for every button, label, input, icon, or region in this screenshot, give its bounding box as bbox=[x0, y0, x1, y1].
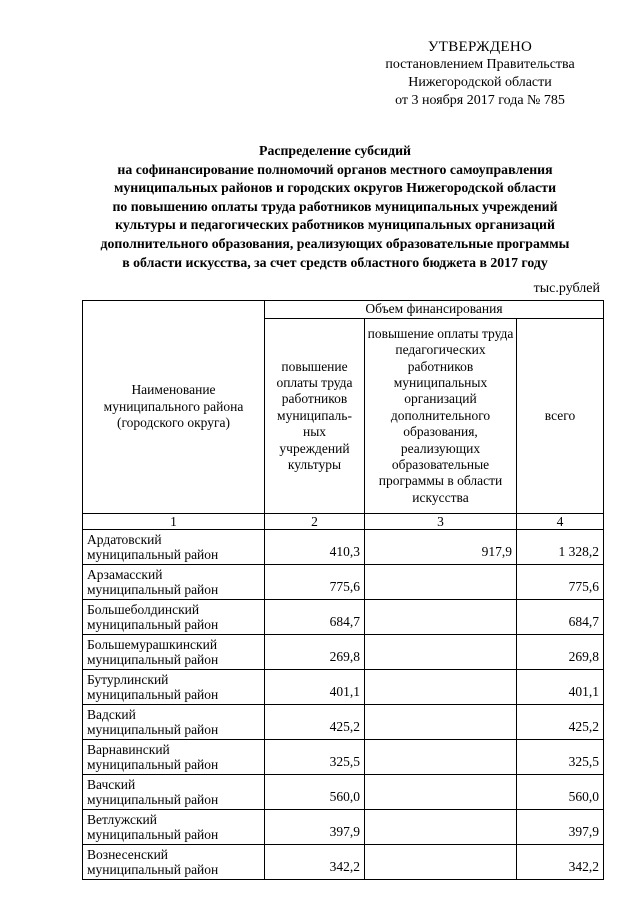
title-line: муниципальных районов и городских округов Нижегородской области bbox=[113, 180, 557, 196]
culture-value: 401,1 bbox=[265, 670, 365, 705]
title-line: в области искусства, за счет средств областного бюджета в 2017 году bbox=[122, 254, 548, 270]
district-name: Ветлужский муниципальный район bbox=[83, 810, 265, 845]
units-label: тыс.рублей bbox=[533, 281, 600, 296]
column-number: 3 bbox=[365, 514, 517, 530]
approval-line: Нижегородской области bbox=[408, 75, 552, 90]
approval-heading: УТВЕРЖДЕНО bbox=[427, 39, 533, 55]
document-title bbox=[50, 142, 620, 272]
district-name: Вадский муниципальный район bbox=[83, 705, 265, 740]
total-value: 397,9 bbox=[517, 810, 604, 845]
culture-value: 269,8 bbox=[265, 635, 365, 670]
district-name: Вознесенский муниципальный район bbox=[83, 845, 265, 880]
district-name: Большемурашкинский муниципальный район bbox=[83, 635, 265, 670]
column-header-teachers: повышение оплаты труда педагогических работников муниципальных организаций дополнительного образования, реализующих образовательные программы в области искусства bbox=[365, 319, 517, 514]
table-row bbox=[83, 670, 604, 705]
subsidy-table bbox=[82, 300, 604, 880]
culture-value: 684,7 bbox=[265, 600, 365, 635]
table-row bbox=[83, 740, 604, 775]
total-value: 342,2 bbox=[517, 845, 604, 880]
culture-value: 397,9 bbox=[265, 810, 365, 845]
culture-value: 325,5 bbox=[265, 740, 365, 775]
culture-value: 775,6 bbox=[265, 565, 365, 600]
culture-value: 342,2 bbox=[265, 845, 365, 880]
teachers-value bbox=[365, 565, 517, 600]
total-value: 684,7 bbox=[517, 600, 604, 635]
table-row bbox=[83, 705, 604, 740]
total-value: 425,2 bbox=[517, 705, 604, 740]
approval-stamp bbox=[360, 38, 600, 110]
culture-value: 425,2 bbox=[265, 705, 365, 740]
district-name: Большеболдинский муниципальный район bbox=[83, 600, 265, 635]
total-value: 401,1 bbox=[517, 670, 604, 705]
title-line: культуры и педагогических работников муниципальных организаций bbox=[115, 217, 555, 233]
culture-value: 560,0 bbox=[265, 775, 365, 810]
teachers-value bbox=[365, 635, 517, 670]
teachers-value bbox=[365, 740, 517, 775]
table-row bbox=[83, 565, 604, 600]
teachers-value bbox=[365, 775, 517, 810]
column-header-name: Наименование муниципального района (городского округа) bbox=[83, 301, 265, 514]
district-name: Ардатовский муниципальный район bbox=[83, 530, 265, 565]
table-row bbox=[83, 775, 604, 810]
approval-line: постановлением Правительства bbox=[385, 57, 575, 72]
teachers-value bbox=[365, 670, 517, 705]
table-row bbox=[83, 845, 604, 880]
total-value: 560,0 bbox=[517, 775, 604, 810]
column-number: 1 bbox=[83, 514, 265, 530]
table-row bbox=[83, 530, 604, 565]
total-value: 1 328,2 bbox=[517, 530, 604, 565]
title-line: на софинансирование полномочий органов местного самоуправления bbox=[117, 161, 553, 177]
total-value: 325,5 bbox=[517, 740, 604, 775]
title-line: по повышению оплаты труда работников муниципальных учреждений bbox=[112, 198, 558, 214]
column-number: 2 bbox=[265, 514, 365, 530]
teachers-value bbox=[365, 600, 517, 635]
table-row bbox=[83, 635, 604, 670]
title-line: дополнительного образования, реализующих образовательные программы bbox=[100, 235, 570, 251]
table-row bbox=[83, 810, 604, 845]
total-value: 269,8 bbox=[517, 635, 604, 670]
title-line: Распределение субсидий bbox=[259, 143, 411, 158]
column-header-total: всего bbox=[517, 319, 604, 514]
district-name: Вачский муниципальный район bbox=[83, 775, 265, 810]
district-name: Арзамасский муниципальный район bbox=[83, 565, 265, 600]
culture-value: 410,3 bbox=[265, 530, 365, 565]
column-number: 4 bbox=[517, 514, 604, 530]
teachers-value bbox=[365, 810, 517, 845]
district-name: Бутурлинский муниципальный район bbox=[83, 670, 265, 705]
teachers-value bbox=[365, 845, 517, 880]
teachers-value bbox=[365, 705, 517, 740]
total-value: 775,6 bbox=[517, 565, 604, 600]
table-row bbox=[83, 600, 604, 635]
district-name: Варнавинский муниципальный район bbox=[83, 740, 265, 775]
column-group-header: Объем финансирования bbox=[265, 301, 604, 319]
approval-line: от 3 ноября 2017 года № 785 bbox=[395, 93, 565, 108]
teachers-value: 917,9 bbox=[365, 530, 517, 565]
column-header-culture: повышение оплаты труда работников муниципаль-ных учреждений культуры bbox=[265, 319, 365, 514]
